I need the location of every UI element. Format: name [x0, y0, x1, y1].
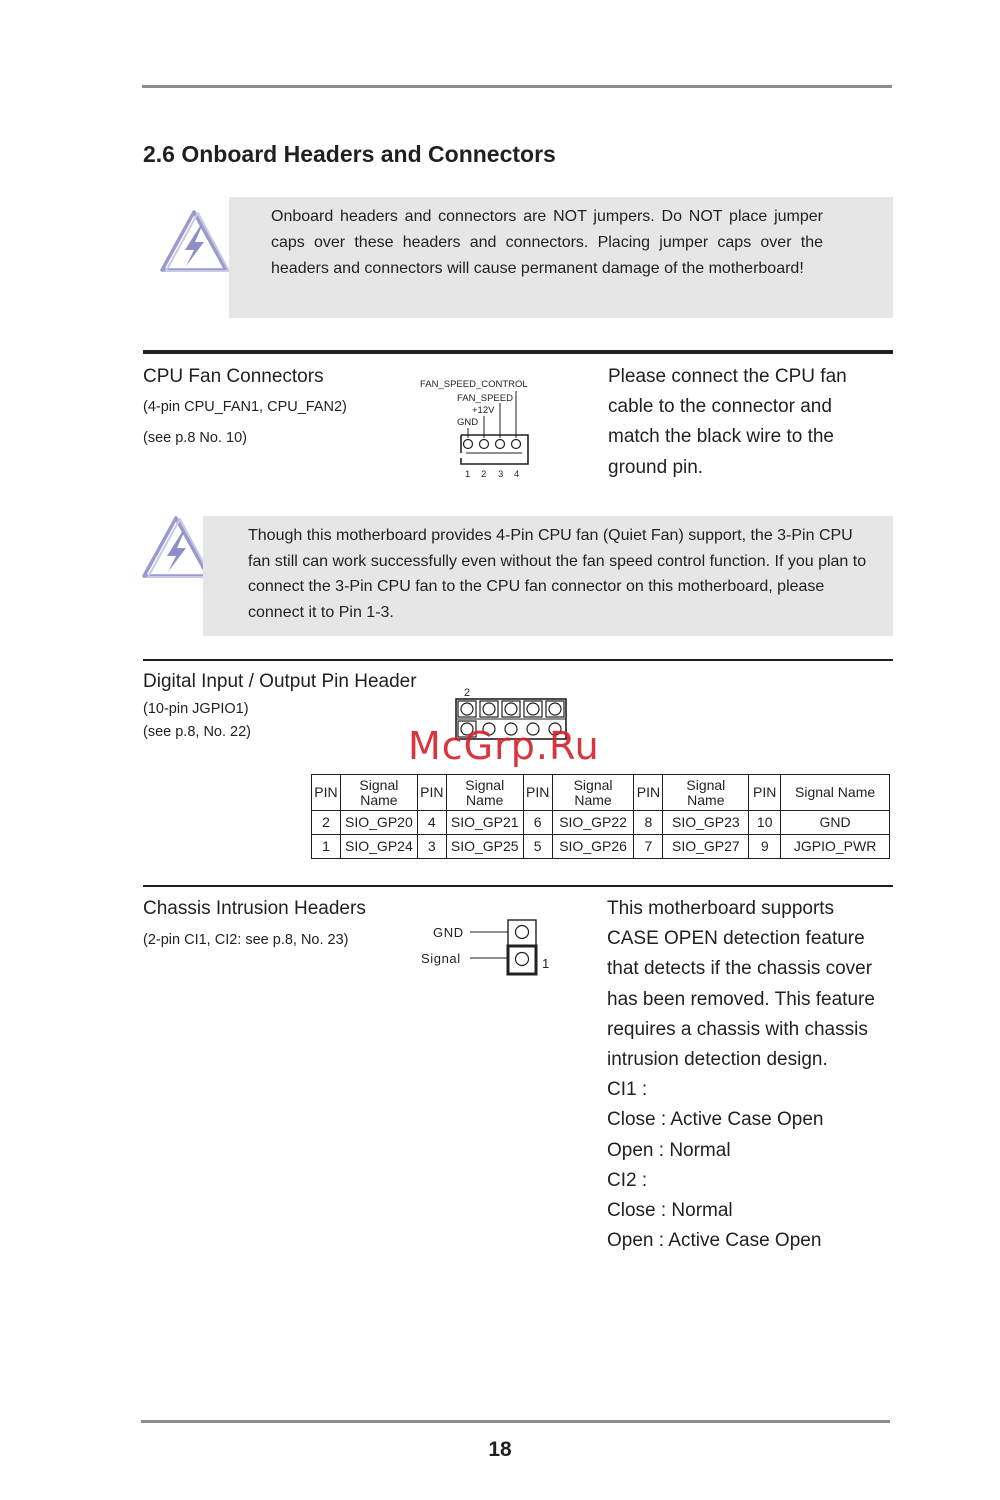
- chassis-description-line: that detects if the chassis cover: [607, 958, 873, 980]
- table-header-cell: Signal Name: [446, 775, 523, 811]
- cpu-fan-pins-label: (4-pin CPU_FAN1, CPU_FAN2): [143, 399, 347, 415]
- fan-pin-2-icon: [480, 440, 489, 449]
- table-cell: 9: [749, 835, 781, 859]
- table-cell: SIO_GP26: [552, 835, 634, 859]
- chassis-pin-2-icon: [516, 926, 529, 939]
- gpio-pin-table: [311, 774, 890, 859]
- chassis-signal-label: Signal: [421, 951, 461, 966]
- chassis-header-diagram: [418, 915, 558, 981]
- table-cell: 4: [417, 811, 446, 835]
- table-cell: SIO_GP22: [552, 811, 634, 835]
- cpu-fan-connector-diagram: [410, 372, 550, 484]
- warning-icon: [140, 514, 212, 580]
- table-header-cell: PIN: [417, 775, 446, 811]
- cpu-fan-see-ref: (see p.8 No. 10): [143, 430, 247, 446]
- table-header-cell: PIN: [312, 775, 341, 811]
- table-header-cell: Signal Name: [340, 775, 417, 811]
- chassis-pin1-label: 1: [542, 956, 550, 971]
- warning-note-box: [229, 197, 893, 318]
- chassis-description-line: Open : Normal: [607, 1139, 731, 1161]
- chassis-description-line: has been removed. This feature: [607, 988, 875, 1010]
- table-header-cell: PIN: [523, 775, 552, 811]
- section-divider-gpio: [143, 659, 893, 661]
- table-cell: 1: [312, 835, 341, 859]
- table-cell: SIO_GP21: [446, 811, 523, 835]
- table-row: [312, 811, 890, 835]
- chassis-description-line: This motherboard supports: [607, 898, 835, 919]
- table-row: [312, 835, 890, 859]
- chassis-description-line: CI1 :: [607, 1079, 648, 1101]
- fan-note-text: Though this motherboard provides 4-Pin CPU fan (Quiet Fan) support, the 3-Pin CPU fan still can work successfully even without the fan speed control function. If you plan to connect the 3-Pin CPU fan to the CPU fan connector on this motherboard, please connect it to Pin 1-3.: [248, 527, 867, 622]
- table-header-cell: Signal Name: [552, 775, 634, 811]
- cpu-fan-description: Please connect the CPU fan cable to the connector and match the black wire to the ground pin.: [608, 366, 847, 478]
- fan-pin-number: 1: [465, 469, 471, 480]
- watermark: McGrp.Ru: [408, 724, 600, 768]
- table-cell: SIO_GP23: [663, 811, 749, 835]
- table-header-row: [312, 775, 890, 811]
- chassis-pins-label: (2-pin CI1, CI2: see p.8, No. 23): [143, 932, 349, 948]
- table-cell: 5: [523, 835, 552, 859]
- chassis-gnd-label: GND: [433, 925, 464, 940]
- section-divider-chassis: [143, 885, 893, 887]
- table-cell: GND: [781, 811, 890, 835]
- chassis-description-line: Open : Active Case Open: [607, 1230, 822, 1252]
- table-cell: 3: [417, 835, 446, 859]
- table-cell: 7: [634, 835, 663, 859]
- table-header-cell: PIN: [634, 775, 663, 811]
- fan-pin-3-icon: [496, 440, 505, 449]
- section-title: 2.6 Onboard Headers and Connectors: [143, 141, 556, 167]
- fan-pin-number: 2: [481, 469, 487, 480]
- chassis-description-line: requires a chassis with chassis: [607, 1018, 868, 1040]
- table-cell: SIO_GP20: [340, 811, 417, 835]
- fan-speed-control-label: FAN_SPEED_CONTROL: [420, 379, 528, 390]
- fan-pin-number: 3: [498, 469, 504, 480]
- gpio-title: Digital Input / Output Pin Header: [143, 671, 417, 692]
- chassis-description: [607, 894, 897, 1256]
- table-cell: SIO_GP27: [663, 835, 749, 859]
- chassis-description-line: Close : Active Case Open: [607, 1109, 824, 1131]
- fan-pin-4-icon: [512, 440, 521, 449]
- bottom-rule: [141, 1420, 890, 1423]
- gpio-pin2-label: 2: [464, 687, 471, 699]
- gpio-pins-label: (10-pin JGPIO1): [143, 701, 249, 717]
- fan-note-box: [203, 516, 893, 636]
- table-header-cell: PIN: [749, 775, 781, 811]
- fan-pin-number: 4: [514, 469, 520, 480]
- top-rule: [142, 85, 892, 88]
- chassis-description-line: CI2 :: [607, 1169, 648, 1191]
- gnd-label: GND: [457, 417, 479, 428]
- warning-icon: [158, 208, 230, 274]
- fan-speed-label: FAN_SPEED: [457, 393, 513, 404]
- section-divider-cpu-fan: [143, 350, 893, 354]
- chassis-description-line: Close : Normal: [607, 1200, 733, 1222]
- chassis-description-line: intrusion detection design.: [607, 1049, 828, 1071]
- table-header-cell: Signal Name: [663, 775, 749, 811]
- fan-pin-1-icon: [464, 440, 473, 449]
- table-cell: SIO_GP25: [446, 835, 523, 859]
- table-cell: 2: [312, 811, 341, 835]
- table-cell: JGPIO_PWR: [781, 835, 890, 859]
- chassis-description-line: CASE OPEN detection feature: [607, 928, 865, 950]
- cpu-fan-title: CPU Fan Connectors: [143, 366, 324, 387]
- table-cell: SIO_GP24: [340, 835, 417, 859]
- chassis-title: Chassis Intrusion Headers: [143, 898, 366, 919]
- plus12v-label: +12V: [472, 405, 495, 416]
- table-header-cell: Signal Name: [781, 775, 890, 811]
- table-cell: 6: [523, 811, 552, 835]
- gpio-see-ref: (see p.8, No. 22): [143, 724, 251, 740]
- chassis-pin-1-icon: [516, 953, 529, 966]
- page-number: 18: [488, 1438, 512, 1461]
- warning-note-text: Onboard headers and connectors are NOT jumpers. Do NOT place jumper caps over these headers and connectors. Placing jumper caps over the headers and connectors will cause permanent damage of the motherboard!: [271, 208, 823, 277]
- table-cell: 10: [749, 811, 781, 835]
- table-cell: 8: [634, 811, 663, 835]
